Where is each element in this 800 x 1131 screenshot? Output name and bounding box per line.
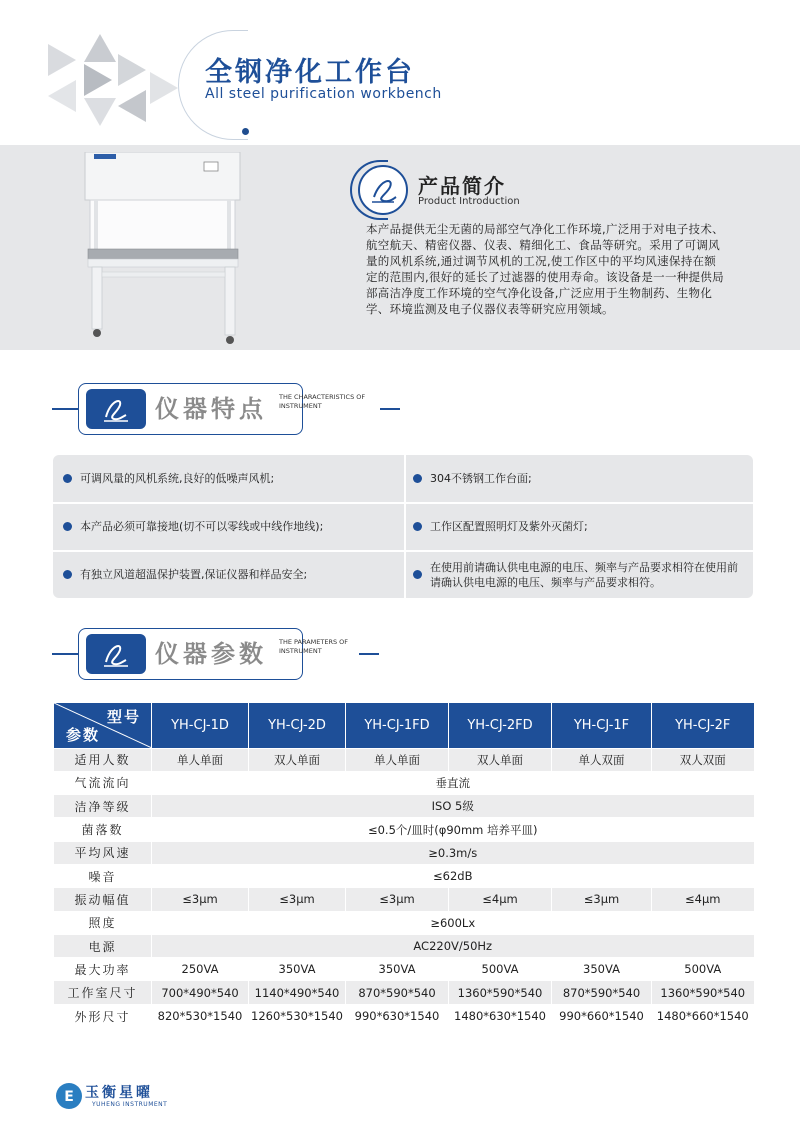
params-table [53,703,754,1028]
table-row: 气流流向 垂直流 [54,771,754,794]
table-row: 电源 AC220V/50Hz [54,934,754,957]
table-row: 平均风速 ≥0.3m/s [54,841,754,864]
table-row: 振动幅值 ≤3μm ≤3μm ≤3μm ≤4μm ≤3μm ≤4μm [54,888,754,911]
table-row: 菌落数 ≤0.5个/皿时(φ90mm 培养平皿) [54,818,754,841]
table-row: 噪音 ≤62dB [54,864,754,887]
bullet-icon [413,522,422,531]
page-subtitle: All steel purification workbench [205,86,442,102]
brand-logo-icon [56,1083,82,1109]
intro-subtitle: Product Introduction [418,196,520,207]
table-row: 外形尺寸 820*530*1540 1260*530*1540 990*630*1540 1480*630*1540 990*660*1540 1480*660*1540 [54,1004,754,1027]
bullet-icon [63,474,72,483]
bullet-icon [413,570,422,579]
list-item: 在使用前请确认供电电源的电压、频率与产品要求相符在使用前请确认供电电源的电压、频率与产品要求相符。 [413,551,743,598]
page-title: 全钢净化工作台 [205,57,415,88]
features-title: 仪器特点 [155,395,267,423]
params-subtitle: THE PARAMETERS OF INSTRUMENT [279,638,349,655]
list-item: 工作区配置照明灯及紫外灭菌灯; [413,503,748,550]
table-row: 工作室尺寸 700*490*540 1140*490*540 870*590*540 1360*590*540 870*590*540 1360*590*540 [54,981,754,1004]
brand-name-en: YUHENG INSTRUMENT [92,1101,168,1108]
list-item: 可调风量的风机系统,良好的低噪声风机; [63,455,398,502]
quill-icon [358,165,408,215]
list-item: 本产品必须可靠接地(切不可以零线或中线作地线); [63,503,398,550]
quill-icon [86,389,146,429]
column-header: YH-CJ-2FD [449,703,552,748]
features-section-header [0,383,800,453]
column-header: YH-CJ-2F [652,703,754,748]
column-header: YH-CJ-1F [552,703,652,748]
column-header: YH-CJ-1FD [346,703,449,748]
table-row: 照度 ≥600Lx [54,911,754,934]
bullet-icon [413,474,422,483]
features-subtitle: THE CHARACTERISTICS OF INSTRUMENT [279,393,366,410]
list-item: 304不锈钢工作台面; [413,455,748,502]
quill-icon [86,634,146,674]
table-row: 适用人数 单人单面 双人单面 单人单面 双人单面 单人双面 双人双面 [54,748,754,771]
bullet-icon [63,570,72,579]
column-header: YH-CJ-2D [249,703,346,748]
intro-title: 产品简介 [418,174,506,198]
features-grid [53,455,753,598]
table-corner: 型号 参数 [54,703,152,748]
table-row: 洁净等级 ISO 5级 [54,795,754,818]
column-header: YH-CJ-1D [152,703,249,748]
table-header-row [54,703,754,748]
params-section-header [0,628,800,698]
brand-name: 玉衡星曜 [85,1085,153,1101]
svg-text:E: E [64,1089,74,1105]
params-title: 仪器参数 [155,640,267,668]
bullet-icon [63,522,72,531]
table-row: 最大功率 250VA 350VA 350VA 500VA 350VA 500VA [54,958,754,981]
workbench-image [80,152,250,347]
list-item: 有独立风道超温保护装置,保证仪器和样品安全; [63,551,398,598]
intro-text: 本产品提供无尘无菌的局部空气净化工作环境,广泛用于对电子技术、航空航天、精密仪器、仪表、精细化工、食品等研究。采用了可调风量的风机系统,通过调节风机的工况,使工作区中的平均风速保持在额定的范围内,很好的延长了过滤器的使用寿命。该设备是一一种提供局部高洁净度工作环境的空气净化设备,广泛应用于生物制药、生物化学、环境监测及电子仪器仪表等研究应用领域。 [366,222,724,316]
